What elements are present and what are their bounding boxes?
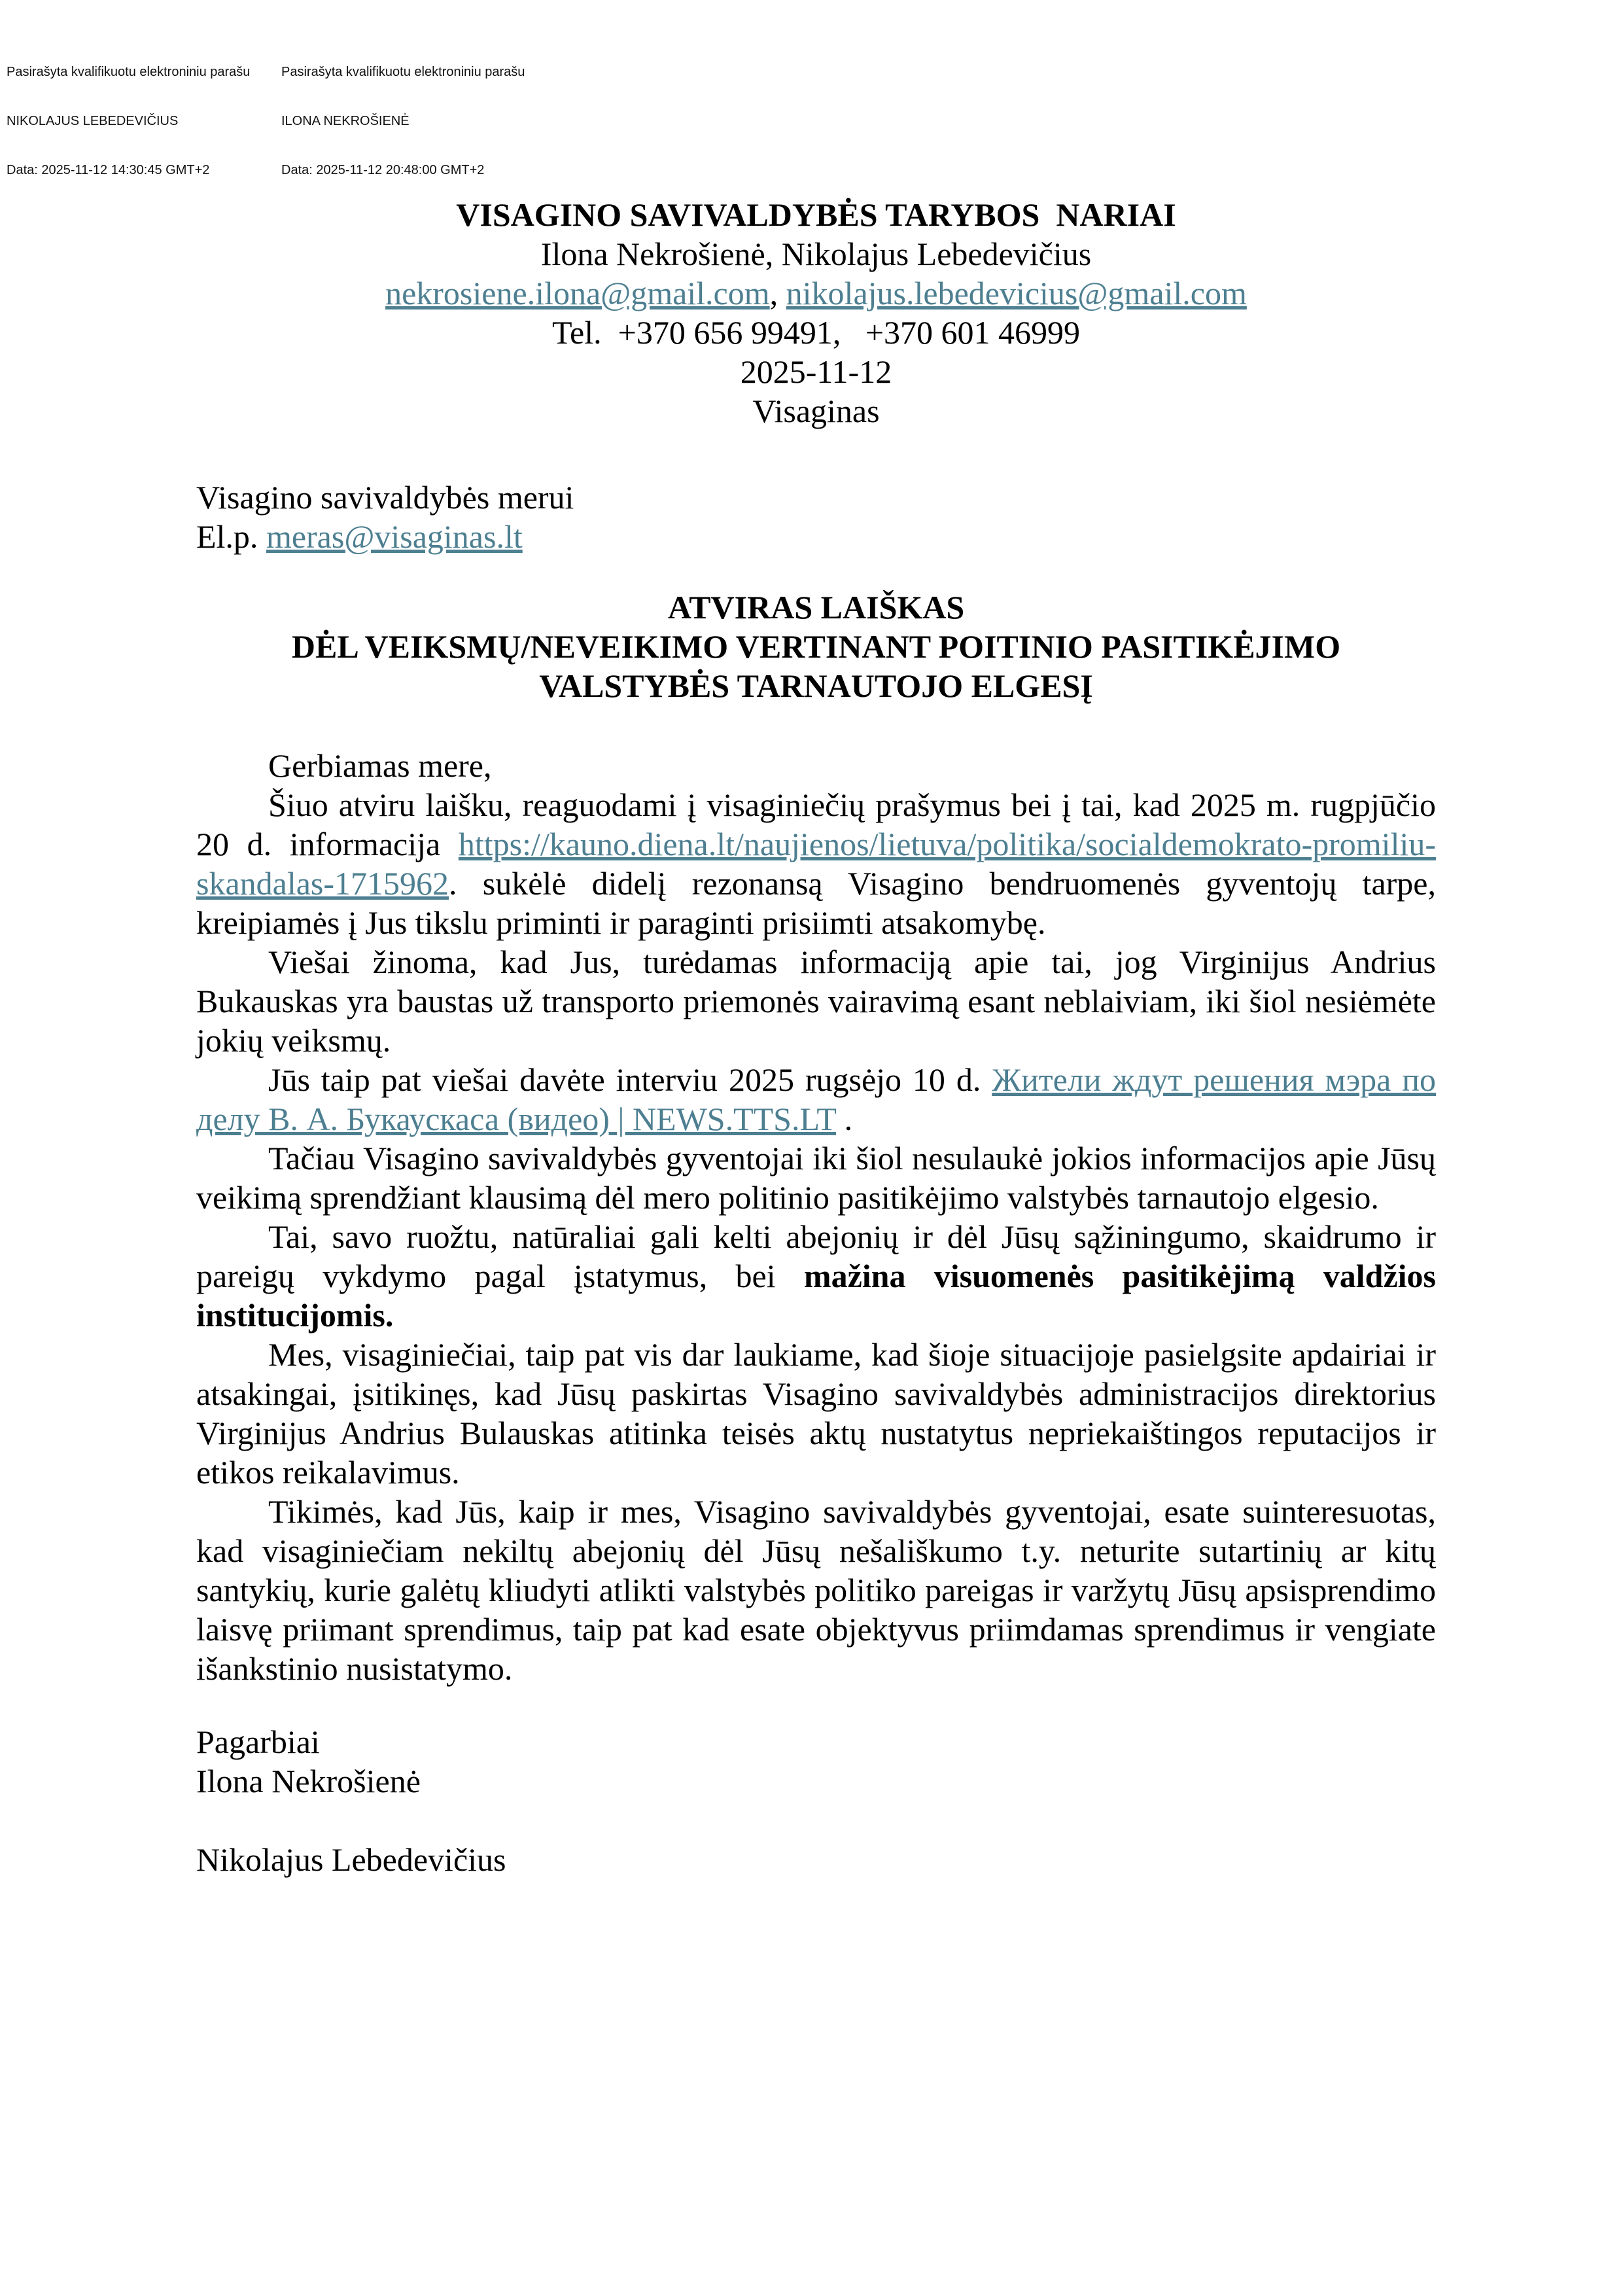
letterhead [196, 195, 1436, 431]
letterhead-date: 2025-11-12 [740, 353, 892, 390]
paragraph-5 [196, 1217, 1436, 1335]
signer-2: Nikolajus Lebedevičius [196, 1841, 506, 1878]
signature-stamp-lebedevicius [7, 31, 250, 211]
letterhead-title: VISAGINO SAVIVALDYBĖS TARYBOS NARIAI [456, 196, 1176, 233]
paragraph-2: Viešai žinoma, kad Jus, turėdamas informaciją apie tai, jog Virginijus Andrius Bukauskas yra baustas už transporto priemonės vairavimą esant neblaiviam, iki šiol nesiėmėte jokių veiksmų. [196, 944, 1436, 1059]
stamp-signer-name: NIKOLAJUS LEBEDEVIČIUS [7, 114, 179, 128]
subject-block [196, 588, 1436, 705]
letterhead-phone: Tel. +370 656 99491, +370 601 46999 [551, 314, 1081, 351]
subject-line-1: ATVIRAS LAIŠKAS [667, 589, 965, 626]
stamp-date: Data: 2025-11-12 20:48:00 GMT+2 [281, 163, 485, 177]
letter-body [196, 746, 1436, 1688]
addressee-block [196, 478, 1436, 556]
paragraph-6: Mes, visaginiečiai, taip pat vis dar laukiame, kad šioje situacijoje pasielgsite apdairiai ir atsakingai, įsitikinęs, kad Jūsų paskirtas Visagino savivaldybės administracijos direktorius Virginijus Andrius Bulauskas atitinka teisės aktų nustatytus nepriekaištingos reputacijos ir etikos reikalavimus. [196, 1336, 1436, 1491]
signature-stamp-nekrosiene [281, 31, 525, 211]
signer-1: Ilona Nekrošienė [196, 1763, 421, 1799]
email-link-lebedevicius[interactable]: nikolajus.lebedevicius@gmail.com [786, 275, 1247, 311]
paragraph-3-text: Jūs taip pat viešai davėte interviu 2025 rugsėjo 10 d. [268, 1061, 992, 1098]
paragraph-5-bold-text: mažina visuomenės pasitikėjimą valdžios institucijomis. [196, 1258, 1436, 1333]
paragraph-4: Tačiau Visagino savivaldybės gyventojai iki šiol nesulaukė jokios informacijos apie Jūsų veikimą sprendžiant klausimą dėl mero politinio pasitikėjimo valstybės tarnautojo elgesio. [196, 1140, 1436, 1216]
paragraph-7: Tikimės, kad Jūs, kaip ir mes, Visagino savivaldybės gyventojai, esate suinteresuotas, kad visaginiečiam nekiltų abejonių dėl Jūsų nešališkumo t.y. neturite sutartinių ar kitų santykių, kurie galėtų kliudyti atlikti valstybės politiko pareigas ir varžytų Jūsų apsisprendimo laisvę priimant sprendimus, taip pat kad esate objektyvus priimdamas sprendimus ir vengiate išankstinio nusistatymo. [196, 1493, 1436, 1687]
stamp-date: Data: 2025-11-12 14:30:45 GMT+2 [7, 163, 210, 177]
subject-line-3: VALSTYBĖS TARNAUTOJO ELGESĮ [539, 667, 1093, 704]
closing-block [196, 1722, 1436, 1879]
letterhead-authors: Ilona Nekrošienė, Nikolajus Lebedevičius [540, 236, 1092, 272]
paragraph-3 [196, 1060, 1436, 1139]
news-tts-article-link[interactable]: Жители ждут решения мэра по делу В. А. Букаускаса (видео) | NEWS.TTS.LT [196, 1061, 1436, 1137]
closing-salutation: Pagarbiai [196, 1723, 320, 1760]
greeting: Gerbiamas mere, [268, 747, 492, 784]
stamp-signer-name: ILONA NEKROŠIENĖ [281, 114, 410, 128]
paragraph-1-text: Šiuo atviru laišku, reaguodami į visaginiečių prašymus bei į tai, kad 2025 m. rugpjūčio 20 d. informacija [196, 786, 1436, 862]
addressee-line: Visagino savivaldybės merui [196, 479, 574, 516]
letterhead-emails [196, 274, 1436, 313]
email-separator: , [769, 275, 786, 311]
stamp-caption: Pasirašyta kvalifikuotu elektroniniu parašu [7, 65, 251, 79]
stamp-caption: Pasirašyta kvalifikuotu elektroniniu parašu [281, 65, 525, 79]
kauno-diena-article-link[interactable]: https://kauno.diena.lt/naujienos/lietuva/politika/socialdemokrato-promiliu-skandalas-1715962 [196, 826, 1436, 902]
mayor-email-link[interactable]: meras@visaginas.lt [266, 518, 523, 555]
paragraph-5-text: Tai, savo ruožtu, natūraliai gali kelti abejonių ir dėl Jūsų sąžiningumo, skaidrumo ir pareigų vykdymo pagal įstatymus, bei [196, 1218, 1436, 1294]
letterhead-city: Visaginas [752, 393, 880, 429]
addressee-email-label: El.p. [196, 518, 266, 555]
paragraph-1 [196, 785, 1436, 942]
email-link-nekrosiene[interactable]: nekrosiene.ilona@gmail.com [385, 275, 770, 311]
paragraph-3-text-after: . [836, 1101, 853, 1137]
addressee-email-line [196, 517, 1436, 556]
paragraph-1-text-after: . sukėlė didelį rezonansą Visagino bendruomenės gyventojų tarpe, kreipiamės į Jus tikslu priminti ir paraginti prisiimti atsakomybę. [196, 865, 1436, 941]
subject-line-2: DĖL VEIKSMŲ/NEVEIKIMO VERTINANT POITINIO PASITIKĖJIMO [291, 628, 1341, 665]
